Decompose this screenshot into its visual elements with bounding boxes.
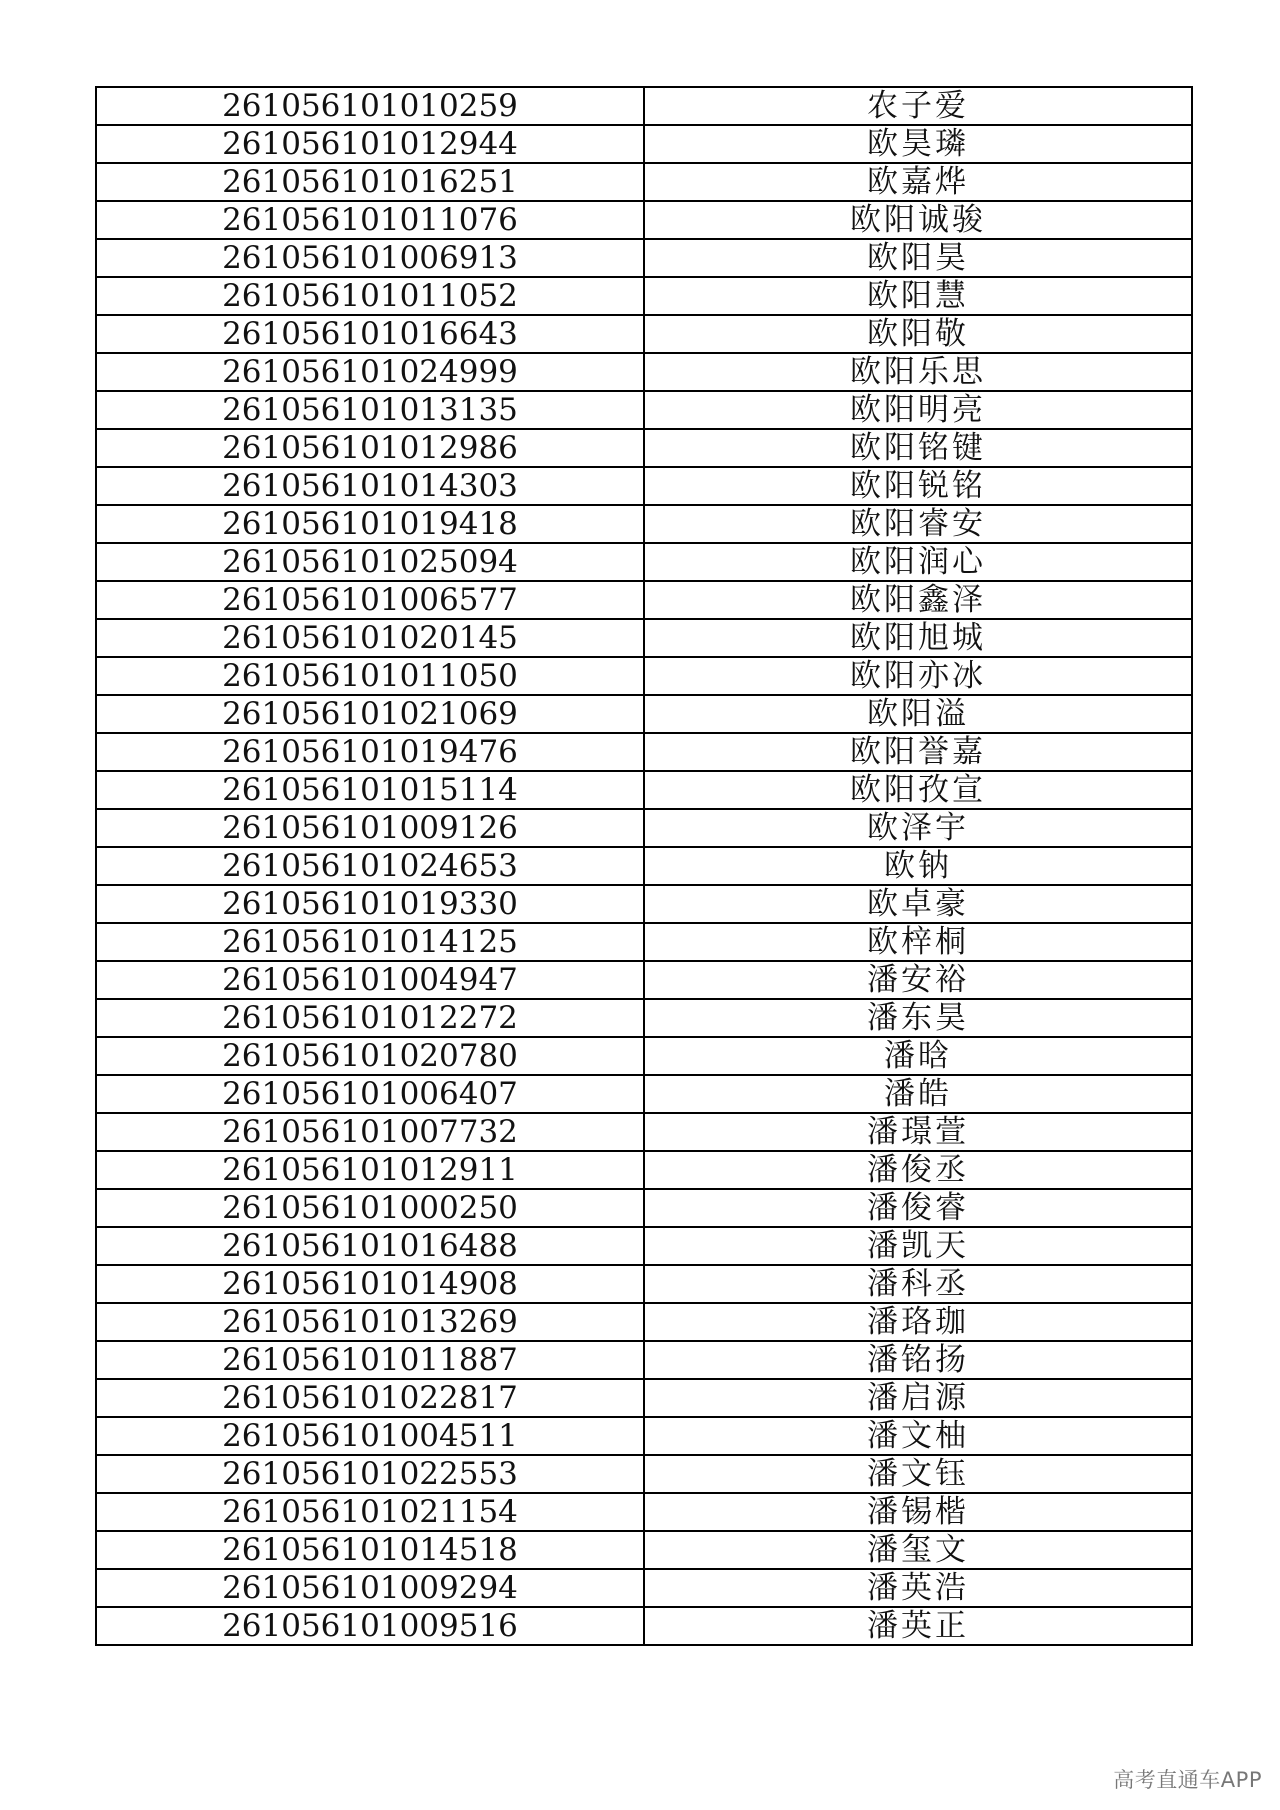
table-row bbox=[96, 87, 1192, 125]
candidate-name-cell: 潘璟萱 bbox=[644, 1113, 1192, 1151]
table-row bbox=[96, 1493, 1192, 1531]
candidate-name-cell: 欧阳溢 bbox=[644, 695, 1192, 733]
candidate-name-cell: 欧阳旭城 bbox=[644, 619, 1192, 657]
candidate-id-cell: 261056101006407 bbox=[96, 1075, 644, 1113]
candidate-name-cell: 潘俊丞 bbox=[644, 1151, 1192, 1189]
table-row bbox=[96, 847, 1192, 885]
candidate-name-cell: 潘英正 bbox=[644, 1607, 1192, 1645]
table-row bbox=[96, 201, 1192, 239]
table-row bbox=[96, 1455, 1192, 1493]
candidate-name-cell: 欧阳铭键 bbox=[644, 429, 1192, 467]
table-row bbox=[96, 999, 1192, 1037]
table-row bbox=[96, 1189, 1192, 1227]
table-row bbox=[96, 1227, 1192, 1265]
candidate-name-cell: 潘东昊 bbox=[644, 999, 1192, 1037]
table-row bbox=[96, 733, 1192, 771]
candidate-id-cell: 261056101024999 bbox=[96, 353, 644, 391]
candidate-name-cell: 欧阳诚骏 bbox=[644, 201, 1192, 239]
table-row bbox=[96, 239, 1192, 277]
table-row bbox=[96, 657, 1192, 695]
table-row bbox=[96, 505, 1192, 543]
candidate-id-cell: 261056101011076 bbox=[96, 201, 644, 239]
candidate-name-cell: 欧阳润心 bbox=[644, 543, 1192, 581]
table-row bbox=[96, 277, 1192, 315]
table-row bbox=[96, 695, 1192, 733]
candidate-name-cell: 欧阳孜宣 bbox=[644, 771, 1192, 809]
table-row bbox=[96, 391, 1192, 429]
candidate-id-cell: 261056101011887 bbox=[96, 1341, 644, 1379]
candidate-name-cell: 潘文柚 bbox=[644, 1417, 1192, 1455]
table-row bbox=[96, 1569, 1192, 1607]
table-row bbox=[96, 885, 1192, 923]
candidate-id-cell: 261056101011050 bbox=[96, 657, 644, 695]
roster-table-body bbox=[96, 87, 1192, 1645]
candidate-name-cell: 潘凯天 bbox=[644, 1227, 1192, 1265]
table-row bbox=[96, 1075, 1192, 1113]
candidate-id-cell: 261056101004947 bbox=[96, 961, 644, 999]
table-row bbox=[96, 961, 1192, 999]
candidate-name-cell: 潘玺文 bbox=[644, 1531, 1192, 1569]
candidate-id-cell: 261056101015114 bbox=[96, 771, 644, 809]
candidate-id-cell: 261056101009516 bbox=[96, 1607, 644, 1645]
candidate-name-cell: 潘文钰 bbox=[644, 1455, 1192, 1493]
candidate-id-cell: 261056101006913 bbox=[96, 239, 644, 277]
candidate-id-cell: 261056101009294 bbox=[96, 1569, 644, 1607]
candidate-name-cell: 欧阳明亮 bbox=[644, 391, 1192, 429]
candidate-name-cell: 欧嘉烨 bbox=[644, 163, 1192, 201]
candidate-id-cell: 261056101006577 bbox=[96, 581, 644, 619]
candidate-id-cell: 261056101012272 bbox=[96, 999, 644, 1037]
candidate-name-cell: 欧卓豪 bbox=[644, 885, 1192, 923]
candidate-name-cell: 潘皓 bbox=[644, 1075, 1192, 1113]
candidate-name-cell: 欧梓桐 bbox=[644, 923, 1192, 961]
table-row bbox=[96, 125, 1192, 163]
table-row bbox=[96, 429, 1192, 467]
table-row bbox=[96, 1379, 1192, 1417]
candidate-id-cell: 261056101024653 bbox=[96, 847, 644, 885]
candidate-name-cell: 潘铭扬 bbox=[644, 1341, 1192, 1379]
candidate-name-cell: 欧泽宇 bbox=[644, 809, 1192, 847]
candidate-id-cell: 261056101016643 bbox=[96, 315, 644, 353]
table-row bbox=[96, 543, 1192, 581]
candidate-id-cell: 261056101022817 bbox=[96, 1379, 644, 1417]
candidate-id-cell: 261056101020145 bbox=[96, 619, 644, 657]
candidate-name-cell: 潘英浩 bbox=[644, 1569, 1192, 1607]
candidate-name-cell: 欧阳敬 bbox=[644, 315, 1192, 353]
candidate-name-cell: 欧阳亦冰 bbox=[644, 657, 1192, 695]
table-row bbox=[96, 619, 1192, 657]
table-row bbox=[96, 1341, 1192, 1379]
table-row bbox=[96, 1265, 1192, 1303]
candidate-name-cell: 欧阳鑫泽 bbox=[644, 581, 1192, 619]
table-row bbox=[96, 353, 1192, 391]
candidate-id-cell: 261056101013135 bbox=[96, 391, 644, 429]
table-row bbox=[96, 1151, 1192, 1189]
candidate-name-cell: 欧钠 bbox=[644, 847, 1192, 885]
candidate-id-cell: 261056101025094 bbox=[96, 543, 644, 581]
candidate-name-cell: 欧阳锐铭 bbox=[644, 467, 1192, 505]
candidate-id-cell: 261056101019418 bbox=[96, 505, 644, 543]
candidate-name-cell: 潘科丞 bbox=[644, 1265, 1192, 1303]
candidate-name-cell: 欧阳昊 bbox=[644, 239, 1192, 277]
table-row bbox=[96, 809, 1192, 847]
candidate-id-cell: 261056101021069 bbox=[96, 695, 644, 733]
candidate-name-cell: 农子爱 bbox=[644, 87, 1192, 125]
candidate-id-cell: 261056101012986 bbox=[96, 429, 644, 467]
table-row bbox=[96, 315, 1192, 353]
table-row bbox=[96, 1417, 1192, 1455]
table-row bbox=[96, 581, 1192, 619]
candidate-id-cell: 261056101019330 bbox=[96, 885, 644, 923]
table-row bbox=[96, 1531, 1192, 1569]
candidate-name-cell: 欧阳乐思 bbox=[644, 353, 1192, 391]
candidate-id-cell: 261056101010259 bbox=[96, 87, 644, 125]
watermark: 高考直通车APP bbox=[1113, 1768, 1262, 1792]
candidate-name-cell: 欧昊璘 bbox=[644, 125, 1192, 163]
roster-table bbox=[95, 86, 1193, 1646]
candidate-name-cell: 欧阳睿安 bbox=[644, 505, 1192, 543]
candidate-id-cell: 261056101014908 bbox=[96, 1265, 644, 1303]
candidate-id-cell: 261056101014125 bbox=[96, 923, 644, 961]
table-row bbox=[96, 771, 1192, 809]
table-row bbox=[96, 467, 1192, 505]
candidate-name-cell: 潘启源 bbox=[644, 1379, 1192, 1417]
candidate-name-cell: 欧阳慧 bbox=[644, 277, 1192, 315]
candidate-name-cell: 欧阳誉嘉 bbox=[644, 733, 1192, 771]
candidate-name-cell: 潘晗 bbox=[644, 1037, 1192, 1075]
candidate-id-cell: 261056101012944 bbox=[96, 125, 644, 163]
candidate-id-cell: 261056101012911 bbox=[96, 1151, 644, 1189]
candidate-id-cell: 261056101016488 bbox=[96, 1227, 644, 1265]
candidate-id-cell: 261056101014303 bbox=[96, 467, 644, 505]
candidate-id-cell: 261056101020780 bbox=[96, 1037, 644, 1075]
candidate-id-cell: 261056101013269 bbox=[96, 1303, 644, 1341]
candidate-id-cell: 261056101021154 bbox=[96, 1493, 644, 1531]
candidate-id-cell: 261056101019476 bbox=[96, 733, 644, 771]
candidate-id-cell: 261056101016251 bbox=[96, 163, 644, 201]
candidate-name-cell: 潘安裕 bbox=[644, 961, 1192, 999]
candidate-name-cell: 潘珞珈 bbox=[644, 1303, 1192, 1341]
candidate-id-cell: 261056101022553 bbox=[96, 1455, 644, 1493]
table-row bbox=[96, 923, 1192, 961]
table-row bbox=[96, 1607, 1192, 1645]
candidate-name-cell: 潘锡楷 bbox=[644, 1493, 1192, 1531]
candidate-id-cell: 261056101007732 bbox=[96, 1113, 644, 1151]
candidate-id-cell: 261056101000250 bbox=[96, 1189, 644, 1227]
table-row bbox=[96, 1113, 1192, 1151]
candidate-id-cell: 261056101011052 bbox=[96, 277, 644, 315]
table-row bbox=[96, 1303, 1192, 1341]
candidate-id-cell: 261056101009126 bbox=[96, 809, 644, 847]
table-row bbox=[96, 163, 1192, 201]
candidate-id-cell: 261056101004511 bbox=[96, 1417, 644, 1455]
candidate-id-cell: 261056101014518 bbox=[96, 1531, 644, 1569]
table-row bbox=[96, 1037, 1192, 1075]
candidate-name-cell: 潘俊睿 bbox=[644, 1189, 1192, 1227]
